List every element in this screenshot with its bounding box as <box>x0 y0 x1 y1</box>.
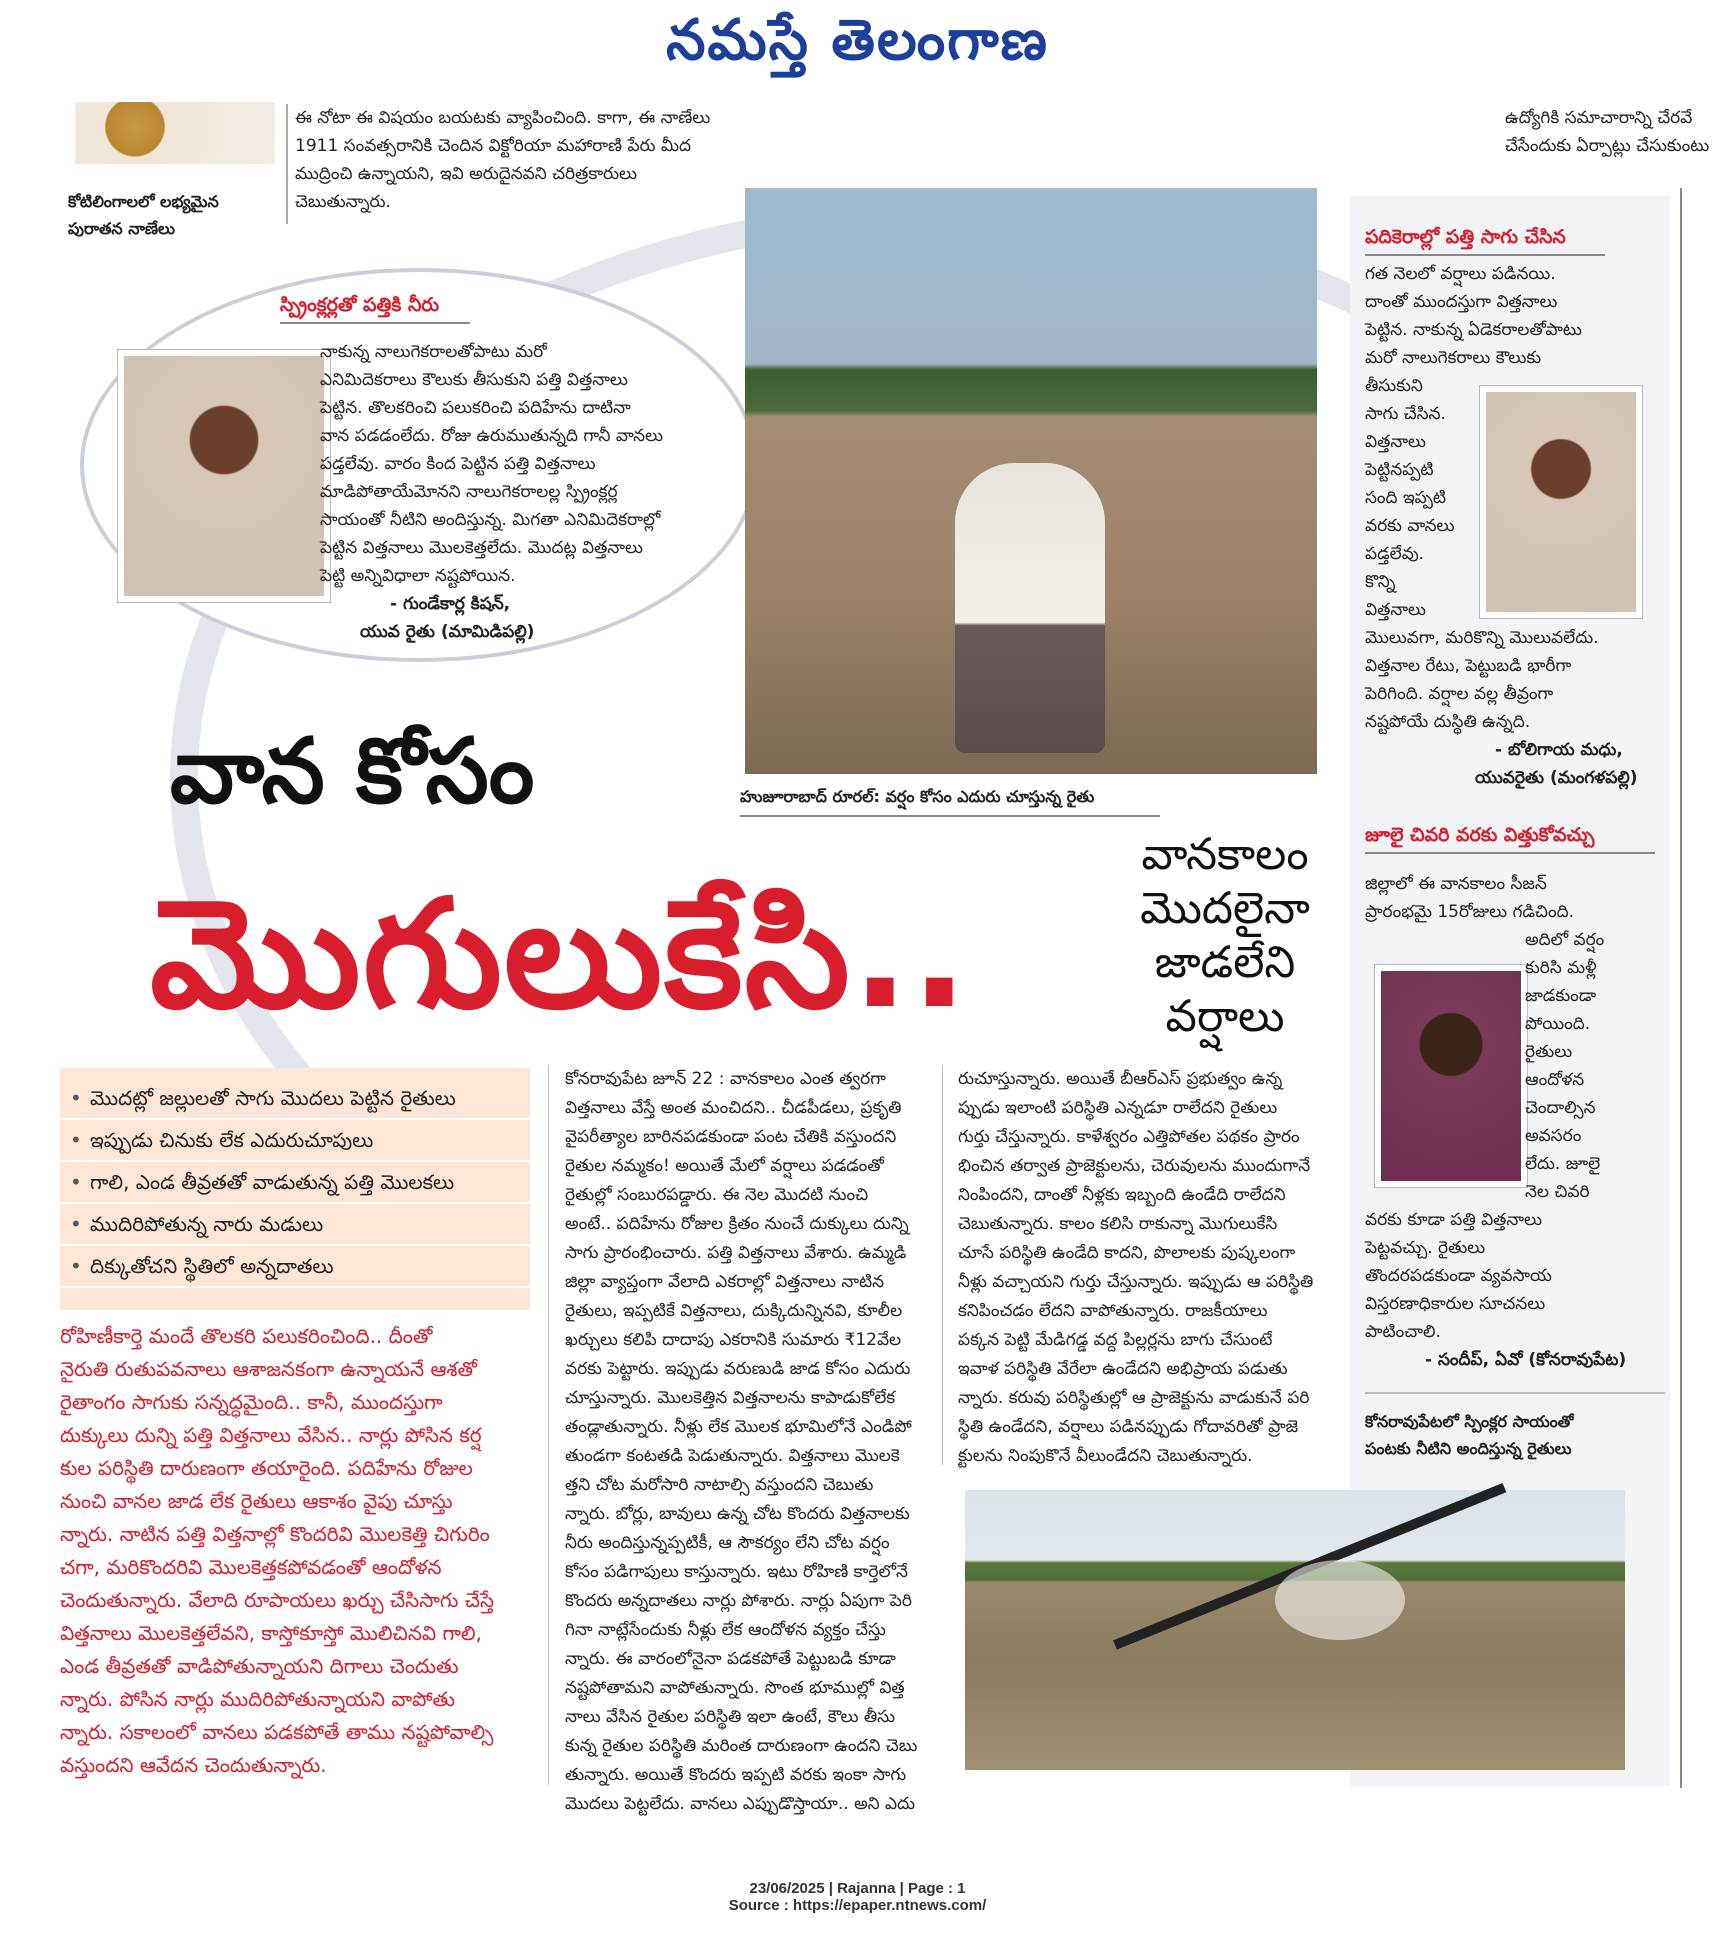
article-line: ఇవాళ పరిస్థితి వేరేలా ఉండేదని అభిప్రాయ పడుతు <box>958 1359 1288 1379</box>
right-box1-line: మరో నాలుగెకరాలు కౌలుకు <box>1365 348 1542 368</box>
right-box1-line: పెట్టిన. నాకున్న ఏడెకరాలతోపాటు <box>1365 320 1582 340</box>
intro-line: న్నారు. సకాలంలో వానలు పడకపోతే తాము నష్టపోవాల్సి <box>60 1720 494 1744</box>
farmer-figure <box>955 463 1105 753</box>
article-line: భించిన తర్వాత ప్రాజెక్టులను, చెరువులను ముందుగానే <box>958 1156 1311 1176</box>
article-line: కోసం పడిగాపులు కాస్తున్నారు. ఇటు రోహిణి కార్తెలోనే <box>565 1562 908 1582</box>
right-box1-line: విత్తనాల రేటు, పెట్టుబడి భారీగా <box>1365 656 1572 676</box>
highlights-list <box>60 1078 530 1288</box>
right-column-divider <box>1680 188 1682 1788</box>
photo-caption-text: హుజూరాబాద్ రూరల్: వర్షం కోసం ఎదురు చూస్తున్న రైతు <box>740 787 1095 806</box>
article-line: రైతుల్లో సంబురపడ్డారు. ఈ నెల మొదటి నుంచి <box>565 1185 869 1205</box>
coins-caption <box>68 188 278 242</box>
right-box2-line: ప్రారంభమై 15రోజులు గడిచింది. <box>1365 902 1574 922</box>
right-box2-name: - సందీప్, ఏవో (కోనరావుపేట) <box>1425 1350 1627 1370</box>
oval-line: పెట్టిన. తొలకరించి పలుకరించి పదిహేను దాటినా <box>320 398 631 418</box>
right-box1-line: తీసుకుని <box>1365 376 1423 396</box>
top-text-line: ఈ నోటా ఈ విషయం బయటకు వ్యాపించింది. కాగా, ఈ నాణేలు <box>295 108 711 128</box>
headline-subtitle <box>1125 828 1325 1044</box>
highlight-item: • ఇప్పుడు చినుకు లేక ఎదురుచూపులు <box>60 1120 530 1162</box>
right-box2-line: లేదు. జూలై <box>1525 1154 1601 1174</box>
top-text-line: చెబుతున్నారు. <box>295 192 391 212</box>
article-line: మొదలు పెట్టలేదు. వానలు ఎప్పుడొస్తాయా.. అని ఎదు <box>565 1794 915 1814</box>
top-divider <box>286 104 288 224</box>
article-line: క్టులను నింపుకొనే వీలుండేదని చెబుతున్నారు. <box>958 1446 1253 1466</box>
article-line: వరకు పెట్టారు. ఇప్పుడు వరుణుడి జాడ కోసం ఎదురు <box>565 1359 911 1379</box>
right-box1-line: నష్టపోయే దుస్థితి ఉన్నది. <box>1365 712 1531 732</box>
subtitle-line3: జాడలేని <box>1154 937 1296 988</box>
right-box2-line: రైతులు <box>1525 1042 1573 1062</box>
oval-lines <box>320 338 720 590</box>
subtitle-line1: వానకాలం <box>1141 829 1309 880</box>
oval-heading: స్ప్రింక్లర్లతో పత్తికి నీరు <box>280 294 440 316</box>
right-box2-line: పాటించాలి. <box>1365 1322 1441 1342</box>
coins-photo <box>75 102 275 164</box>
sprinkler-caption-line1: కోనరావుపేటలో స్పింక్లర సాయంతో <box>1365 1412 1574 1431</box>
right-box1-lines <box>1365 260 1665 736</box>
coins-caption-line1: కోటిలింగాలలో లభ్యమైన <box>68 192 219 211</box>
right-box2-line: జిల్లాలో ఈ వానకాలం సీజన్ <box>1365 874 1547 894</box>
footer <box>0 1880 1715 1914</box>
article-line: ప్పుడు ఇలాంటి పరిస్థితి ఎన్నడూ రాలేదని రైతులు <box>958 1098 1278 1118</box>
coins-caption-line2: పురాతన నాణేలు <box>68 219 175 238</box>
top-text-line: ముద్రించి ఉన్నాయని, ఇవి అరుదైనవని చరిత్రకారులు <box>295 164 637 184</box>
article-col3-lines <box>958 1065 1328 1471</box>
right-box2-line: చెందాల్సిన <box>1525 1098 1596 1118</box>
oval-line: మాడిపోతాయేమోనని నాలుగెకరాలల్ల స్ప్రింక్లర్ల <box>320 482 618 502</box>
right-box1-underline <box>1365 254 1605 256</box>
article-line: చెబుతున్నారు. కాలం కలిసి రాకున్నా మొగులుకేసి <box>958 1214 1278 1234</box>
photo-caption <box>740 787 1094 810</box>
column-divider-1 <box>548 1065 549 1785</box>
column-divider-2 <box>942 1065 943 1465</box>
right-box2-line: పోయింది. <box>1525 1014 1591 1034</box>
intro-lines <box>60 1320 530 1782</box>
article-line: పక్కన పెట్టి మేడిగడ్డ వద్ద పిల్లర్లను బాగు చేసుంటే <box>958 1330 1273 1350</box>
right-box1-line: సంది ఇప్పటి <box>1365 488 1447 508</box>
right-box1-line: కొన్ని <box>1365 572 1396 592</box>
right-box1-line: విత్తనాలు <box>1365 432 1426 452</box>
intro-paragraph <box>60 1320 530 1782</box>
top-text-line: 1911 సంవత్సరానికి చెందిన విక్టోరియా మహారాణి పేరు మీద <box>295 136 691 156</box>
subtitle-line2: మొదలైనా <box>1140 883 1310 934</box>
intro-line: న్నారు. పోసిన నార్లు ముదిరిపోతున్నాయని వాపోతు <box>60 1687 456 1711</box>
oval-line: పెట్టి అన్నివిధాలా నష్టపోయిన. <box>320 566 516 586</box>
footer-line2: Source : https://epaper.ntnews.com/ <box>728 1897 987 1914</box>
article-line: స్థితి ఉండేదని, వర్షాలు పడినప్పుడు గోదావరితో ప్రాజె <box>958 1417 1299 1437</box>
article-col2-lines <box>565 1065 935 1819</box>
article-line: న్నారు. ఈ వారంలోనైనా పడకపోతే పెట్టుబడి కూడా <box>565 1649 896 1669</box>
article-line: తండ్లాతున్నారు. నీళ్లు లేక మొలక భూమిలోనే ఎండిపో <box>565 1417 912 1437</box>
right-box2-line: ఆందోళన <box>1525 1070 1585 1090</box>
right-box1-heading: పదికెరాల్లో పత్తి సాగు చేసిన <box>1365 226 1566 248</box>
intro-line: రోహిణీకార్తె మందే తొలకరి పలుకరించింది.. దీంతో <box>60 1324 433 1348</box>
right-box1-name: - బోలిగాయ మధు, <box>1495 740 1623 760</box>
masthead <box>0 0 1715 80</box>
headline-title1: వాన కోసం <box>170 719 535 824</box>
sprinkler-spray <box>1275 1560 1405 1640</box>
article-line: గుర్తు చేస్తున్నారు. కాళేశ్వరం ఎత్తిపోతల పథకం ప్రారం <box>958 1127 1300 1147</box>
oval-line: పెట్టిన విత్తనాలు మొలకెత్తలేదు. మొదట్ల విత్తనాలు <box>320 538 643 558</box>
farmer-waiting-photo <box>745 188 1317 774</box>
article-line: రుచూస్తున్నారు. అయితే బీఆర్ఎస్ ప్రభుత్వం ఉన్న <box>958 1069 1283 1089</box>
intro-line: న్నారు. నాటిన పత్తి విత్తనాల్లో కొందరివి మొలకెత్తి చిగురిం <box>60 1522 490 1546</box>
right-box2-line: పెట్టవచ్చు. రైతులు <box>1365 1238 1486 1258</box>
right-box2-line: విస్తరణాధికారుల సూచనలు <box>1365 1294 1546 1314</box>
top-right-text <box>1505 104 1715 160</box>
right-box2-underline <box>1365 852 1655 854</box>
intro-line: రైతాంగం సాగుకు సన్నద్ధమైంది.. కానీ, ముందస్తుగా <box>60 1390 443 1414</box>
intro-line: ఎండ తీవ్రతతో వాడిపోతున్నాయని దిగాలు చెందుతు <box>60 1654 459 1678</box>
highlights-box <box>60 1068 530 1310</box>
right-box1-body <box>1365 260 1665 792</box>
article-line: కోనరావుపేట జూన్ 22 : వానకాలం ఎంత త్వరగా <box>565 1069 886 1089</box>
right-box2-line: నెల చివరి <box>1525 1182 1590 1202</box>
right-box2-heading: జూలై చివరి వరకు విత్తుకోవచ్చు <box>1365 824 1595 846</box>
highlight-item: • గాలి, ఎండ తీవ్రతతో వాడుతున్న పత్తి మొలకలు <box>60 1162 530 1204</box>
highlight-item: • ముదిరిపోతున్న నారు మడులు <box>60 1204 530 1246</box>
right-box1-line: గత నెలలో వర్షాలు పడినయి. <box>1365 264 1556 284</box>
article-column-3 <box>958 1065 1328 1471</box>
oval-designation: యువ రైతు (మామిడిపల్లి) <box>360 622 535 642</box>
article-line: అంటే.. పదిహేను రోజుల క్రితం నుంచే దుక్కులు దున్ని <box>565 1214 909 1234</box>
subtitle-line4: వర్షాలు <box>1165 991 1285 1042</box>
article-line: రైతుల నమ్మకం! అయితే మేలో వర్షాలు పడడంతో <box>565 1156 884 1176</box>
top-right-line: ఉద్యోగికి సమాచారాన్ని చేరవే <box>1505 108 1693 128</box>
article-line: రైతులు, ఇప్పటికే విత్తనాలు, దుక్కిదున్నినవి, కూలీల <box>565 1301 903 1321</box>
article-line: తున్నారు. అయితే కొందరు ఇప్పటి వరకు ఇంకా సాగు <box>565 1765 907 1785</box>
intro-line: కుల పరిస్థితి దారుణంగా తయారైంది. పదిహేను రోజుల <box>60 1456 473 1480</box>
article-line: నాలు వేసిన రైతుల పరిస్థితి ఇలా ఉంటే, కౌలు తీసు <box>565 1707 895 1727</box>
right-box2-rule <box>1365 1392 1665 1394</box>
intro-line: నైరుతి రుతుపవనాలు ఆశాజనకంగా ఉన్నాయనే ఆశతో <box>60 1357 478 1381</box>
article-line: న్నారు. కరువు పరిస్థితుల్లో ఆ ప్రాజెక్టును వాడుకునే పరి <box>958 1388 1310 1408</box>
kishan-photo <box>118 350 330 602</box>
oval-body <box>320 338 720 646</box>
article-line: నీరు అందిస్తున్నప్పటికీ, ఆ సౌకర్యం లేని చోట వర్షం <box>565 1533 890 1553</box>
top-text <box>295 104 795 216</box>
right-box2-line: అదిలో వర్షం <box>1525 930 1605 950</box>
article-line: ఖర్చులు కలిపి దాదాపు ఎకరానికి సుమారు ₹12వేల <box>565 1330 902 1350</box>
article-line: కొందరు అన్నదాతలు నార్లు పోశారు. నార్లు ఏపుగా పెరి <box>565 1591 912 1611</box>
intro-line: చెందుతున్నారు. వేలాది రూపాయలు ఖర్చు చేసిసాగు చేస్తే <box>60 1588 495 1612</box>
oval-line: ఎనిమిదెకరాలు కౌలుకు తీసుకుని పత్తి విత్తనాలు <box>320 370 628 390</box>
right-box1-line: పెట్టినప్పటి <box>1365 460 1434 480</box>
article-line: నింపిందని, దాంతో నీళ్లకు ఇబ్బంది ఉండేది రాలేదని <box>958 1185 1286 1205</box>
right-box2-lines <box>1365 870 1665 1346</box>
article-line: సాగు ప్రారంభించారు. పత్తి విత్తనాలు వేశారు. ఉమ్మడి <box>565 1243 907 1263</box>
right-box2-body <box>1365 870 1665 1374</box>
sprinkler-caption <box>1365 1408 1665 1462</box>
article-line: గినా నాట్లేసేందుకు నీళ్లు లేక ఆందోళన వ్యక్తం చేస్తు <box>565 1620 886 1640</box>
article-line: తుండగా కంటతడి పెడుతున్నారు. విత్తనాలు మొలకె <box>565 1446 900 1466</box>
intro-line: దుక్కులు దున్ని పత్తి విత్తనాలు వేసిన.. నార్లు పోసిన కర్ష <box>60 1423 482 1447</box>
photo-caption-underline <box>740 815 1160 817</box>
article-line: నీళ్లు వచ్చాయని గుర్తు చేస్తున్నారు. ఇప్పుడు ఆ పరిస్థితి <box>958 1272 1314 1292</box>
intro-line: వస్తుందని ఆవేదన చెందుతున్నారు. <box>60 1753 327 1777</box>
right-box2-line: వరకు కూడా పత్తి విత్తనాలు <box>1365 1210 1542 1230</box>
article-line: జిల్లా వ్యాప్తంగా వేలాది ఎకరాల్లో విత్తనాలు నాటిన <box>565 1272 885 1292</box>
oval-name: - గుండేకార్ల కిషన్, <box>390 594 511 614</box>
article-line: న్నారు. బోర్లు, బావులు ఉన్న చోట కొందరు విత్తనాలకు <box>565 1504 910 1524</box>
highlight-item: • దిక్కుతోచని స్థితిలో అన్నదాతలు <box>60 1246 530 1288</box>
right-box2-line: అవసరం <box>1525 1126 1582 1146</box>
right-box1-line: దాంతో ముందస్తుగా విత్తనాలు <box>1365 292 1558 312</box>
article-line: త్తని చోట మరోసారి నాటాల్సి వస్తుందని చెబుతు <box>565 1475 874 1495</box>
oval-line: వాన పడడంలేదు. రోజు ఉరుముతున్నది గానీ వానలు <box>320 426 664 446</box>
article-line: వైపరీత్యాల బారినపడకుండా పంట చేతికి వస్తుందని <box>565 1127 897 1147</box>
oval-line: సాయంతో నీటిని అందిస్తున్న. మిగతా ఎనిమిదెకరాల్లో <box>320 510 661 530</box>
article-line: కనిపించడం లేదని వాపోతున్నారు. రాజకీయాలు <box>958 1301 1268 1321</box>
intro-line: నుంచి వానల జాడ లేక రైతులు ఆకాశం వైపు చూస్తు <box>60 1489 453 1513</box>
right-box1-line: సాగు చేసిన. <box>1365 404 1446 424</box>
right-box2-line: జాడకుండా <box>1525 986 1597 1006</box>
article-line: విత్తనాలు వేస్తే అంత మంచిదని.. చీడపీడలు, ప్రకృతి <box>565 1098 902 1118</box>
footer-line1: 23/06/2025 | Rajanna | Page : 1 <box>749 1880 966 1897</box>
right-box2-line: తొందరపడకుండా వ్యవసాయ <box>1365 1266 1552 1286</box>
right-box1-line: విత్తనాలు <box>1365 600 1426 620</box>
article-line: నష్టపోతామని వాపోతున్నారు. సొంత భూముల్లో విత్త <box>565 1678 905 1698</box>
oval-line: నాకున్న నాలుగెకరాలతోపాటు మరో <box>320 342 547 362</box>
right-box2-line: కురిసి మళ్లీ <box>1525 958 1597 978</box>
right-box1-line: వరకు వానలు <box>1365 516 1455 536</box>
oval-line: పడ్తలేవు. వారం కింద పెట్టిన పత్తి విత్తనాలు <box>320 454 596 474</box>
right-box1-line: మొలువగా, మరికొన్ని మొలువలేదు. <box>1365 628 1599 648</box>
right-box1-designation: యువరైతు (మంగళపల్లి) <box>1475 768 1638 788</box>
right-box1-line: పెరిగింది. వర్షాల వల్ల తీవ్రంగా <box>1365 684 1554 704</box>
right-box1-line: పడ్తలేవు. <box>1365 544 1425 564</box>
sprinkler-caption-line2: పంటకు నీటిని అందిస్తున్న రైతులు <box>1365 1439 1572 1458</box>
article-column-2 <box>565 1065 935 1819</box>
sprinkler-photo <box>965 1490 1625 1770</box>
highlight-item: • మొదట్లో జల్లులతో సాగు మొదలు పెట్టిన రైతులు <box>60 1078 530 1120</box>
masthead-title: నమస్తే తెలంగాణ <box>666 7 1049 73</box>
oval-heading-underline <box>280 322 470 324</box>
article-line: చూసే పరిస్థితి ఉండేది కాదని, పొలాలకు పుష్కలంగా <box>958 1243 1296 1263</box>
intro-line: చగా, మరికొందరివి మొలకెత్తకపోవడంతో ఆందోళన <box>60 1555 442 1579</box>
article-line: చూస్తున్నారు. మొలకెత్తిన విత్తనాలను కాపాడుకోలేక <box>565 1388 896 1408</box>
intro-line: విత్తనాలు మొలకెత్తలేవని, కాస్తోకూస్తో మొలిచినవి గాలి, <box>60 1621 482 1645</box>
top-right-line: చేసేందుకు ఏర్పాట్లు చేసుకుంటు <box>1505 136 1710 156</box>
article-line: కున్న రైతుల పరిస్థితి మరింత దారుణంగా ఉందని చెబు <box>565 1736 918 1756</box>
headline-title2: మొగులుకేసి.. <box>150 868 970 1042</box>
